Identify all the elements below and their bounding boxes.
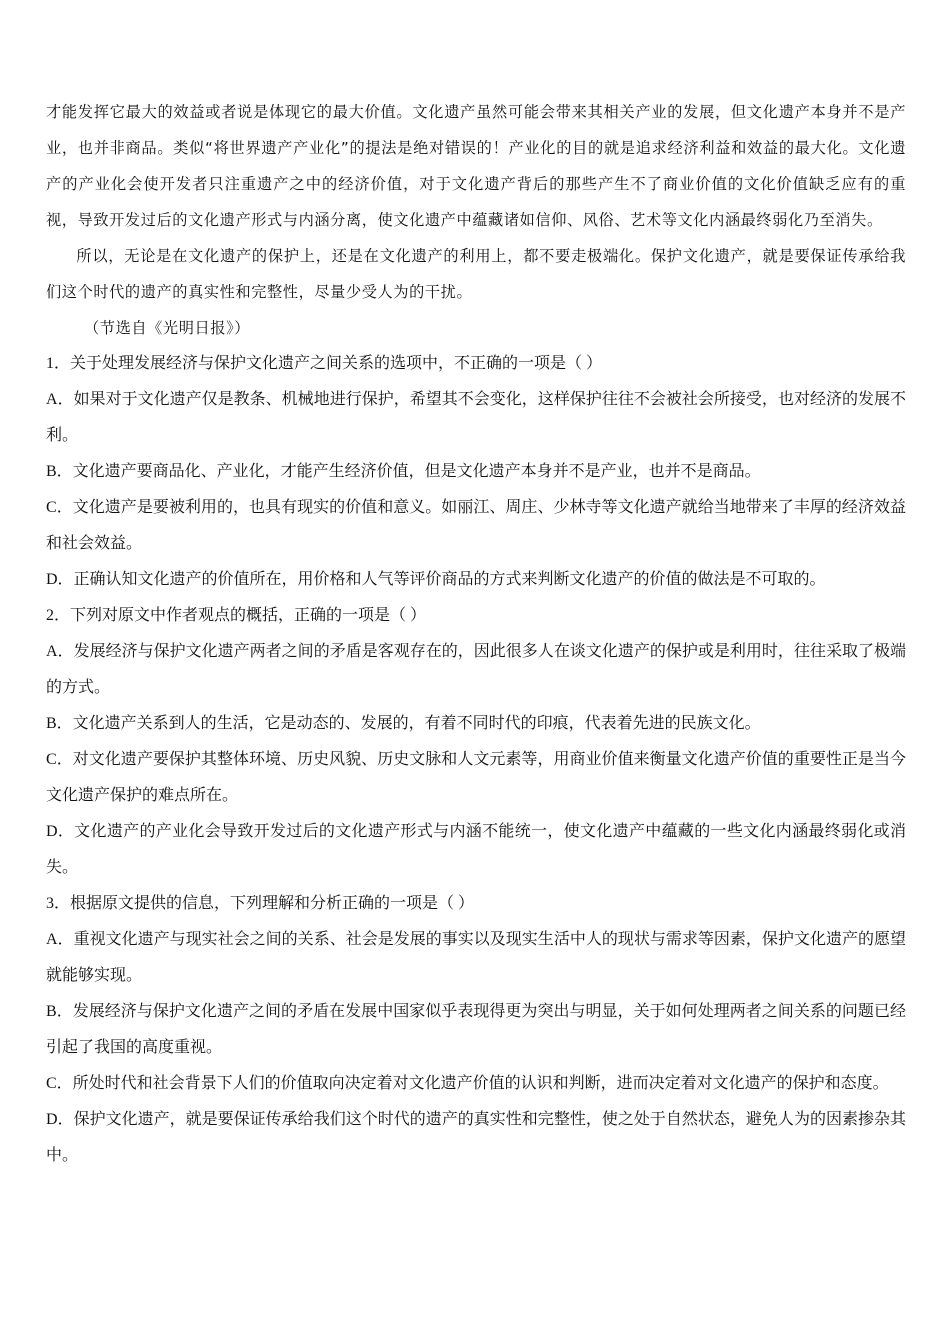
question-2-stem: 2．下列对原文中作者观点的概括，正确的一项是（ ） (46, 607, 427, 624)
question-2-option-b: B．文化遗产关系到人的生活，它是动态的、发展的，有着不同时代的印痕，代表着先进的民族文化。 (46, 715, 761, 732)
question-3-option-a: A．重视文化遗产与现实社会之间的关系、社会是发展的事实以及现实生活中人的现状与需求等因素，保护文化遗产的愿望就能够实现。 (46, 931, 906, 984)
question-1-option-b: B．文化遗产要商品化、产业化，才能产生经济价值，但是文化遗产本身并不是产业，也并不是商品。 (46, 463, 761, 480)
question-1-option-c: C．文化遗产是要被利用的，也具有现实的价值和意义。如丽江、周庄、少林寺等文化遗产就给当地带来了丰厚的经济效益和社会效益。 (46, 499, 906, 552)
passage-source: （节选自《光明日报》） (84, 319, 251, 337)
question-3-option-b: B．发展经济与保护文化遗产之间的矛盾在发展中国家似乎表现得更为突出与明显，关于如何处理两者之间关系的问题已经引起了我国的高度重视。 (46, 1003, 906, 1056)
reading-passage (46, 94, 906, 346)
question-2-option-c: C．对文化遗产要保护其整体环境、历史风貌、历史文脉和人文元素等，用商业价值来衡量文化遗产价值的重要性正是当今文化遗产保护的难点所在。 (46, 751, 906, 804)
document-page (46, 94, 906, 1174)
question-1-option-d: D．正确认知文化遗产的价值所在，用价格和人气等评价商品的方式来判断文化遗产的价值的做法是不可取的。 (46, 571, 826, 588)
question-2-option-a: A．发展经济与保护文化遗产两者之间的矛盾是客观存在的，因此很多人在谈文化遗产的保护或是利用时，往往采取了极端的方式。 (46, 643, 906, 696)
question-1 (46, 346, 906, 598)
question-3-option-d: D．保护文化遗产，就是要保证传承给我们这个时代的遗产的真实性和完整性，使之处于自然状态，避免人为的因素掺杂其中。 (46, 1111, 906, 1164)
passage-paragraph-1: 才能发挥它最大的效益或者说是体现它的最大价值。文化遗产虽然可能会带来其相关产业的发展，但文化遗产本身并不是产业，也并非商品。类似“将世界遗产产业化”的提法是绝对错误的！产业化的目的就是追求经济利益和效益的最大化。文化遗产的产业化会使开发者只注重遗产之中的经济价值，对于文化遗产背后的那些产生不了商业价值的文化价值缺乏应有的重视，导致开发过后的文化遗产形式与内涵分离，使文化遗产中蕴藏诸如信仰、风俗、艺术等文化内涵最终弱化乃至消失。 (46, 103, 906, 229)
question-2 (46, 598, 906, 886)
question-1-stem: 1．关于处理发展经济与保护文化遗产之间关系的选项中，不正确的一项是（ ） (46, 355, 603, 372)
question-3 (46, 886, 906, 1174)
question-2-option-d: D．文化遗产的产业化会导致开发过后的文化遗产形式与内涵不能统一，使文化遗产中蕴藏的一些文化内涵最终弱化或消失。 (46, 823, 906, 876)
passage-paragraph-2: 所以，无论是在文化遗产的保护上，还是在文化遗产的利用上，都不要走极端化。保护文化遗产，就是要保证传承给我们这个时代的遗产的真实性和完整性，尽量少受人为的干扰。 (46, 247, 906, 301)
question-3-stem: 3．根据原文提供的信息，下列理解和分析正确的一项是（ ） (46, 895, 475, 912)
question-3-option-c: C．所处时代和社会背景下人们的价值取向决定着对文化遗产价值的认识和判断，进而决定着对文化遗产的保护和态度。 (46, 1075, 889, 1092)
question-1-option-a: A．如果对于文化遗产仅是教条、机械地进行保护，希望其不会变化，这样保护往往不会被社会所接受，也对经济的发展不利。 (46, 391, 906, 444)
